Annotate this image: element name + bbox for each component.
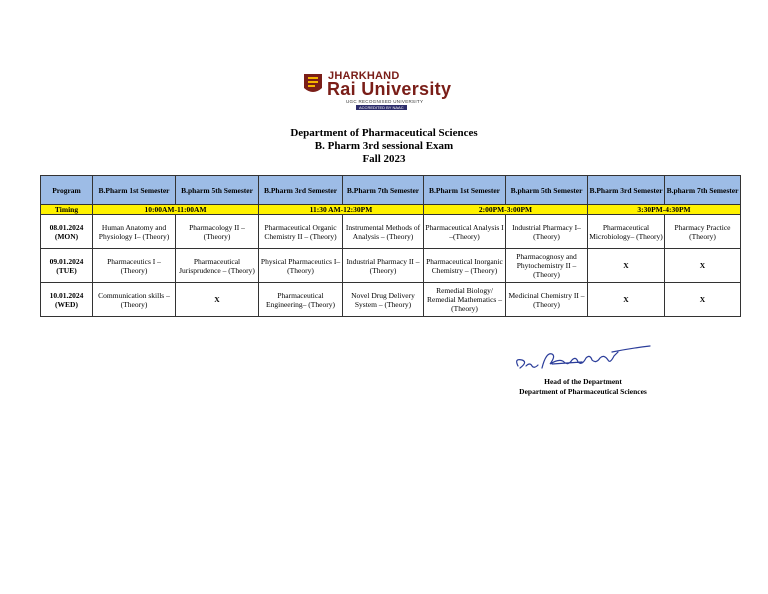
exam-day: (MON): [54, 231, 79, 241]
term-title: Fall 2023: [362, 153, 406, 165]
column-header: B.Pharm 3rd Semester: [259, 176, 343, 205]
subject-cell: Industrial Pharmacy I–(Theory): [506, 215, 588, 249]
table-row: [41, 215, 741, 249]
date-cell: [41, 283, 93, 317]
column-header: B.pharm 5th Semester: [506, 176, 588, 205]
time-slot: 3:30PM-4:30PM: [588, 205, 741, 215]
no-exam-mark: X: [588, 283, 665, 317]
subject-cell: Pharmacognosy and Phytochemistry II – (Theory): [506, 249, 588, 283]
university-logo: [298, 68, 468, 114]
subject-cell: Medicinal Chemistry II – (Theory): [506, 283, 588, 317]
subject-cell: Pharmaceutical Engineering– (Theory): [259, 283, 343, 317]
exam-title: B. Pharm 3rd sessional Exam: [314, 140, 454, 152]
subject-cell: Pharmacy Practice (Theory): [665, 215, 741, 249]
signatory-title: Head of the Department: [544, 377, 622, 386]
logo-line1: JHARKHAND: [328, 70, 400, 82]
column-header: Program: [41, 176, 93, 205]
department-title: Department of Pharmaceutical Sciences: [290, 127, 478, 139]
column-header: B.Pharm 7th Semester: [343, 176, 424, 205]
no-exam-mark: X: [588, 249, 665, 283]
exam-date: 10.01.2024: [49, 290, 84, 300]
column-header: B.pharm 5th Semester: [176, 176, 259, 205]
table-row: [41, 249, 741, 283]
subject-cell: Human Anatomy and Physiology I– (Theory): [93, 215, 176, 249]
subject-cell: Pharmaceutics I – (Theory): [93, 249, 176, 283]
time-slot: 11:30 AM-12:30PM: [259, 205, 424, 215]
signatory-department: Department of Pharmaceutical Sciences: [519, 387, 647, 396]
subject-cell: Pharmaceutical Jurisprudence – (Theory): [176, 249, 259, 283]
no-exam-mark: X: [665, 249, 741, 283]
subject-cell: Pharmaceutical Inorganic Chemistry – (Theory): [424, 249, 506, 283]
column-header: B.Pharm 1st Semester: [93, 176, 176, 205]
exam-date: 08.01.2024: [49, 222, 84, 232]
logo-ugc: UGC RECOGNISED UNIVERSITY: [346, 99, 424, 104]
subject-cell: Pharmaceutical Organic Chemistry II – (Theory): [259, 215, 343, 249]
exam-day: (TUE): [56, 265, 77, 275]
subject-cell: Pharmaceutical Microbiology– (Theory): [588, 215, 665, 249]
no-exam-mark: X: [665, 283, 741, 317]
no-exam-mark: X: [176, 283, 259, 317]
subject-cell: Instrumental Methods of Analysis – (Theory): [343, 215, 424, 249]
subject-cell: Pharmaceutical Analysis I –(Theory): [424, 215, 506, 249]
date-cell: [41, 215, 93, 249]
subject-cell: Novel Drug Delivery System – (Theory): [343, 283, 424, 317]
subject-cell: Industrial Pharmacy II –(Theory): [343, 249, 424, 283]
header-row: [41, 176, 741, 205]
subject-cell: Remedial Biology/ Remedial Mathematics – (Theory): [424, 283, 506, 317]
timing-row: [41, 205, 741, 215]
logo-line2: Rai University: [327, 79, 452, 99]
column-header: B.pharm 7th Semester: [665, 176, 741, 205]
subject-cell: Pharmacology II – (Theory): [176, 215, 259, 249]
column-header: B.Pharm 3rd Semester: [588, 176, 665, 205]
exam-day: (WED): [55, 299, 78, 309]
subject-cell: Physical Pharmaceutics I–(Theory): [259, 249, 343, 283]
emblem-icon: [302, 72, 324, 96]
table-row: [41, 283, 741, 317]
logo-naac-badge: ACCREDITED BY NAAC: [356, 105, 407, 110]
column-header: B.Pharm 1st Semester: [424, 176, 506, 205]
timing-label: Timing: [41, 205, 93, 215]
time-slot: 2:00PM-3:00PM: [424, 205, 588, 215]
time-slot: 10:00AM-11:00AM: [93, 205, 259, 215]
date-cell: [41, 249, 93, 283]
exam-date: 09.01.2024: [49, 256, 84, 266]
signature: [512, 344, 652, 374]
exam-timetable: [40, 175, 741, 317]
subject-cell: Communication skills – (Theory): [93, 283, 176, 317]
